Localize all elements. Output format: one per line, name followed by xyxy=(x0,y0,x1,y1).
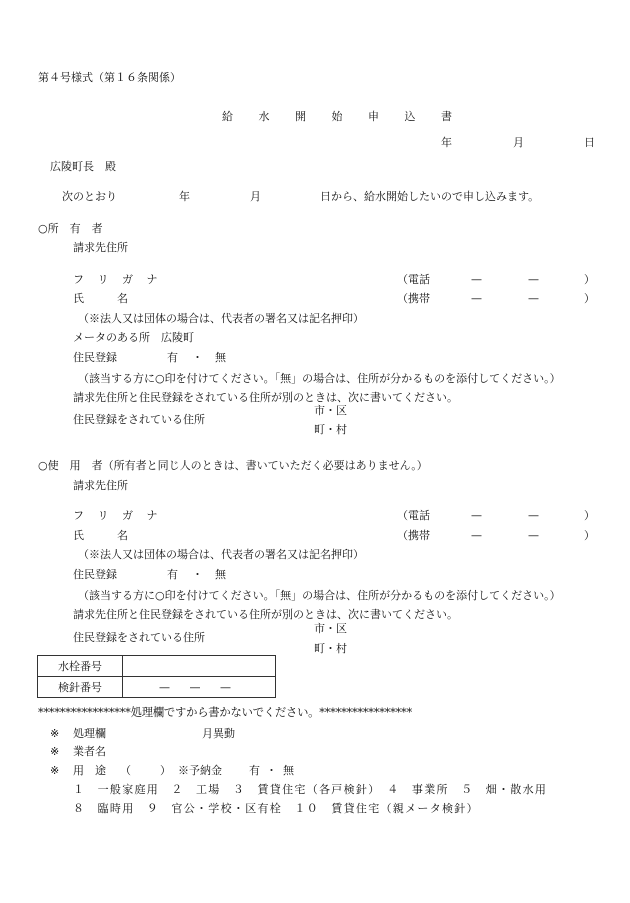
user-city-label: 市・区 xyxy=(314,622,347,635)
owner-registration-label: 住民登録 xyxy=(73,351,117,364)
owner-registration-no: 無 xyxy=(215,351,226,364)
processing-mark-3: ※ xyxy=(50,764,60,777)
owner-heading: ○所 有 者 xyxy=(38,222,103,235)
hydrant-number-row xyxy=(38,656,276,677)
user-corp-note: （※法人又は団体の場合は、代表者の署名又は記名押印） xyxy=(78,548,364,561)
deposit-yes: 有 xyxy=(249,764,260,777)
owner-circle-note: （該当する方に○印を付けてください。「無」の場合は、住所が分かるものを添付してください。） xyxy=(78,372,561,385)
hydrant-number-label: 水栓番号 xyxy=(38,656,123,677)
owner-mobile-dash-1: — xyxy=(471,292,482,305)
owner-diff-note: 請求先住所と住民登録をされている住所が別のときは、次に書いてください。 xyxy=(73,391,458,404)
user-circle-note: （該当する方に○印を付けてください。「無」の場合は、住所が分かるものを添付してください。） xyxy=(78,589,561,602)
owner-mobile-close: ） xyxy=(584,292,595,305)
user-diff-note: 請求先住所と住民登録をされている住所が別のときは、次に書いてください。 xyxy=(73,608,458,621)
user-mobile-label: （携帯 xyxy=(397,529,430,542)
owner-phone-label: （電話 xyxy=(397,273,430,286)
intro-suffix: 日から、給水開始したいので申し込みます。 xyxy=(320,190,540,203)
user-name-label: 氏 名 xyxy=(73,529,128,542)
date-year-label: 年 xyxy=(441,136,452,149)
user-town-label: 町・村 xyxy=(314,642,347,655)
use-label: 用 途 xyxy=(73,764,106,777)
form-number: 第４号様式（第１６条関係） xyxy=(38,71,181,84)
user-phone-label: （電話 xyxy=(397,509,430,522)
owner-name-label: 氏 名 xyxy=(73,292,128,305)
owner-phone-dash-2: — xyxy=(528,273,539,286)
use-categories-line-2: ８ 臨時用 ９ 官公・学校・区有栓 １０ 賃貸住宅（親メータ検針） xyxy=(73,802,479,815)
contractor-label: 業者名 xyxy=(73,745,106,758)
owner-phone-dash-1: — xyxy=(471,273,482,286)
user-registration-dot: ・ xyxy=(192,568,203,581)
user-mobile-close: ） xyxy=(584,529,595,542)
date-day-label: 日 xyxy=(584,136,595,149)
processing-mark-1: ※ xyxy=(50,727,60,740)
user-registration-no: 無 xyxy=(215,568,226,581)
date-month-label: 月 xyxy=(513,136,524,149)
form-title: 給 水 開 始 申 込 書 xyxy=(222,110,463,123)
owner-meter-location: メータのある所 広陵町 xyxy=(73,331,194,344)
use-close-paren: ） xyxy=(160,764,171,777)
intro-prefix: 次のとおり xyxy=(62,190,117,203)
meter-number-label: 検針番号 xyxy=(38,677,123,698)
addressee: 広陵町長 殿 xyxy=(50,160,116,173)
owner-town-label: 町・村 xyxy=(314,423,347,436)
owner-reg-address-label: 住民登録をされている住所 xyxy=(73,413,205,426)
owner-city-label: 市・区 xyxy=(314,404,347,417)
user-reg-address-label: 住民登録をされている住所 xyxy=(73,631,205,644)
meter-number-row xyxy=(38,677,276,698)
user-phone-dash-1: — xyxy=(471,509,482,522)
monthly-change-label: 月異動 xyxy=(202,727,235,740)
deposit-label: ※予納金 xyxy=(178,764,222,777)
user-furigana-label: フ リ ガ ナ xyxy=(73,509,163,522)
user-registration-label: 住民登録 xyxy=(73,568,117,581)
numbers-table xyxy=(37,655,276,698)
processing-divider: *****************処理欄ですから書かないでください。***************** xyxy=(38,706,412,719)
intro-year-label: 年 xyxy=(179,190,190,203)
use-open-paren: （ xyxy=(120,764,131,777)
deposit-dot: ・ xyxy=(266,764,277,777)
user-heading: ○使 用 者（所有者と同じ人のときは、書いていただく必要はありません。） xyxy=(38,459,428,472)
owner-furigana-label: フ リ ガ ナ xyxy=(73,273,163,286)
meter-number-field[interactable]: — — — xyxy=(123,677,276,698)
intro-month-label: 月 xyxy=(250,190,261,203)
owner-billing-address-label: 請求先住所 xyxy=(73,241,128,254)
owner-registration-yes: 有 xyxy=(167,351,178,364)
owner-mobile-dash-2: — xyxy=(528,292,539,305)
deposit-no: 無 xyxy=(283,764,294,777)
owner-mobile-label: （携帯 xyxy=(397,292,430,305)
user-phone-dash-2: — xyxy=(528,509,539,522)
hydrant-number-field[interactable] xyxy=(123,656,276,677)
user-mobile-dash-1: — xyxy=(471,529,482,542)
user-billing-address-label: 請求先住所 xyxy=(73,479,128,492)
use-categories-line-1: １ 一般家庭用 ２ 工場 ３ 賃貸住宅（各戸検針） ４ 事業所 ５ 畑・散水用 xyxy=(73,783,548,796)
user-phone-close: ） xyxy=(584,509,595,522)
owner-registration-dot: ・ xyxy=(192,351,203,364)
user-registration-yes: 有 xyxy=(167,568,178,581)
processing-mark-2: ※ xyxy=(50,745,60,758)
processing-field-label: 処理欄 xyxy=(73,727,106,740)
owner-phone-close: ） xyxy=(584,273,595,286)
owner-corp-note: （※法人又は団体の場合は、代表者の署名又は記名押印） xyxy=(78,312,364,325)
user-mobile-dash-2: — xyxy=(528,529,539,542)
